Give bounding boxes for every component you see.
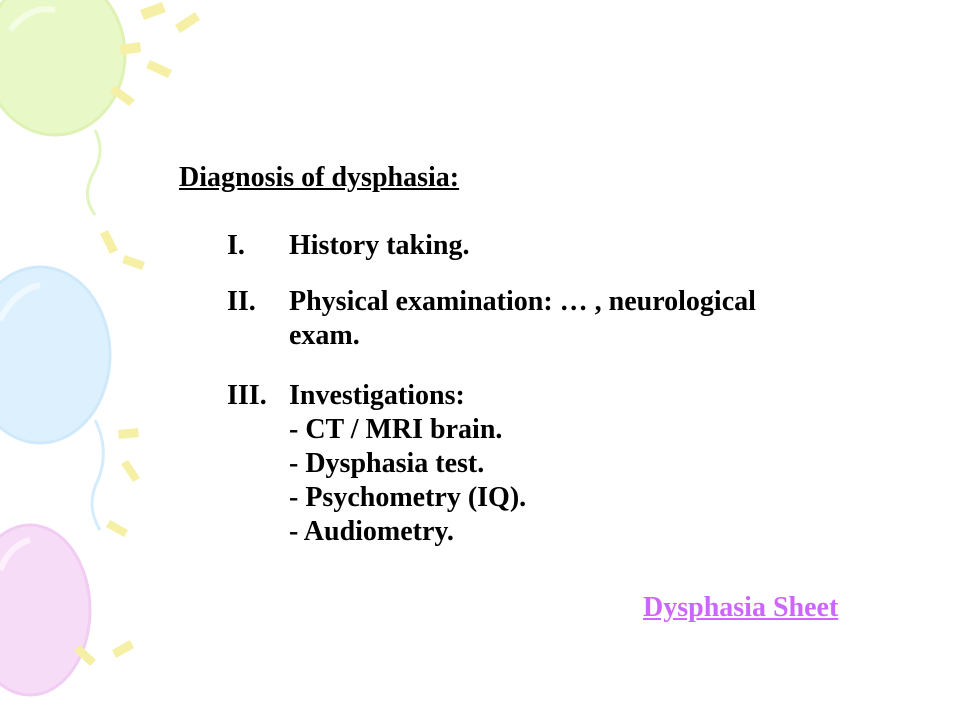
list-item-line: History taking. (289, 230, 470, 261)
list-item-line: - Audiometry. (289, 516, 454, 547)
list-item-number: II. (227, 286, 256, 317)
list-item-number: III. (227, 380, 267, 411)
dysphasia-sheet-link[interactable]: Dysphasia Sheet (643, 592, 839, 623)
balloon-pink-icon (0, 525, 90, 695)
balloon-green-icon (0, 0, 125, 215)
list-item-line: - Psychometry (IQ). (289, 482, 527, 513)
slide-title: Diagnosis of dysphasia: (179, 162, 460, 193)
list-item-text (289, 285, 849, 353)
list-item-line: Investigations: (289, 380, 465, 411)
balloon-blue-icon (0, 267, 110, 530)
list-item-line: - Dysphasia test. (289, 448, 485, 479)
list-item-text (289, 229, 849, 263)
list-item-line: Physical examination: … , neurological (289, 286, 756, 317)
list-item-number: I. (227, 230, 245, 261)
list-item-line: exam. (289, 320, 360, 351)
list-item-text (289, 379, 849, 549)
list-item-line: - CT / MRI brain. (289, 414, 503, 445)
